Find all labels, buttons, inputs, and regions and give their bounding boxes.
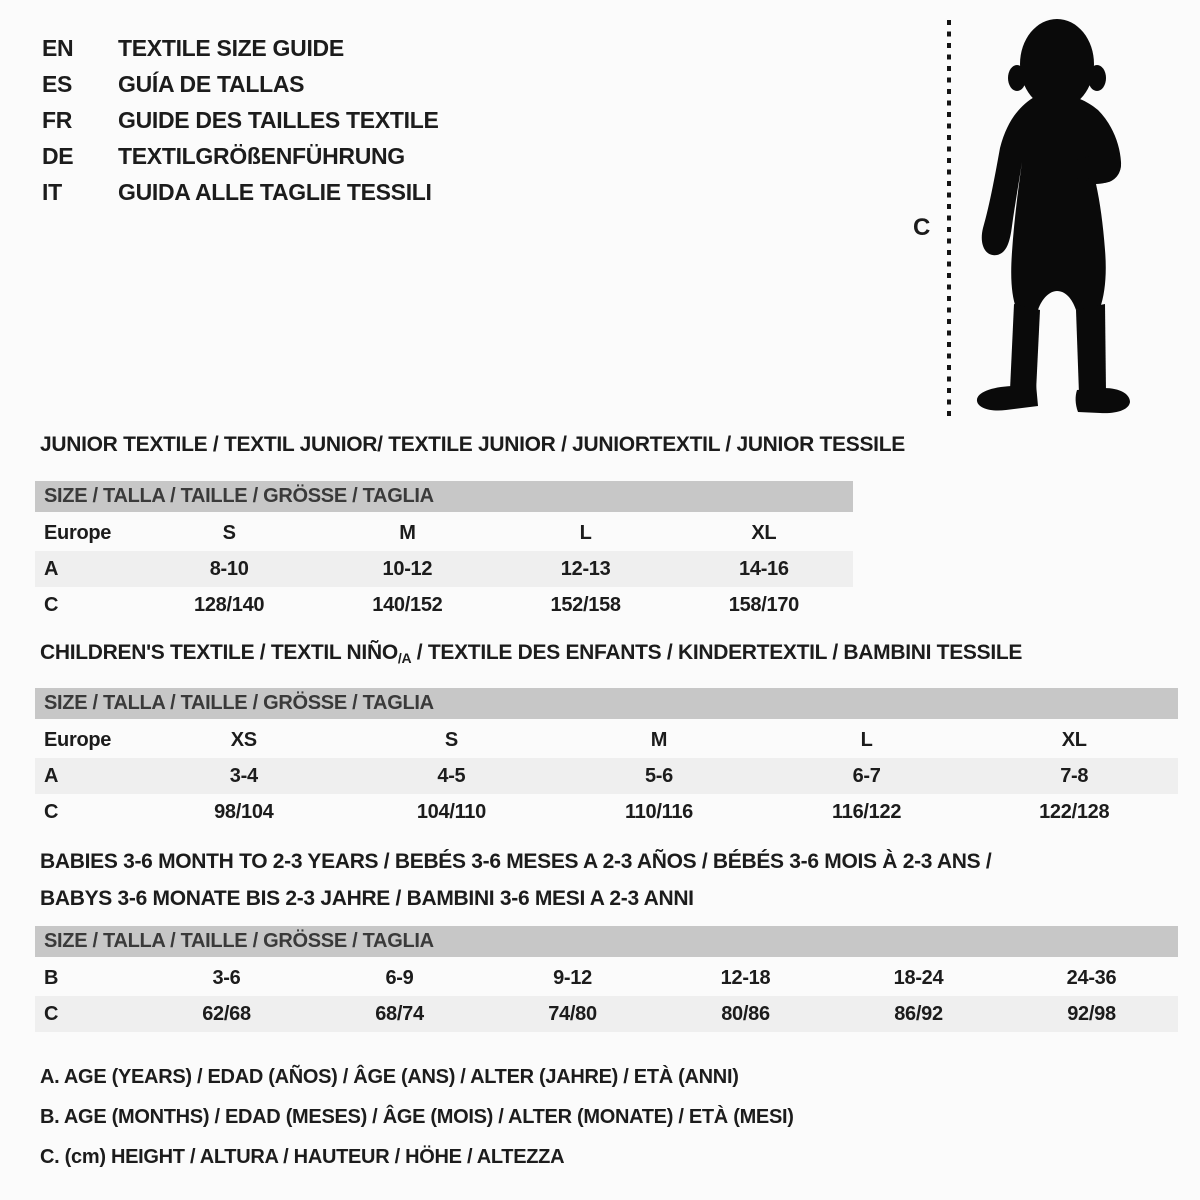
table-row-months	[35, 960, 1178, 996]
value-cell: 12-18	[720, 966, 771, 989]
value-cell: 98/104	[214, 800, 274, 823]
footnote-age-years: A. AGE (YEARS) / EDAD (AÑOS) / ÂGE (ANS) / ALTER (JAHRE) / ETÀ (ANNI)	[40, 1066, 739, 1088]
row-label: C	[44, 800, 59, 823]
row-label: A	[44, 557, 59, 580]
table-row-height	[35, 587, 853, 623]
size-header-band	[35, 481, 853, 512]
footnote-age-months: B. AGE (MONTHS) / EDAD (MESES) / ÂGE (MOIS) / ALTER (MONATE) / ETÀ (MESI)	[40, 1106, 794, 1128]
value-cell: 152/158	[550, 593, 621, 616]
legend-footnotes	[40, 1066, 794, 1186]
size-cell: L	[579, 521, 592, 544]
junior-section-title: JUNIOR TEXTILE / TEXTIL JUNIOR/ TEXTILE JUNIOR / JUNIORTEXTIL / JUNIOR TESSILE	[40, 433, 905, 456]
value-cell: 158/170	[728, 593, 799, 616]
language-row	[42, 102, 439, 138]
guide-title: GUIDE DES TAILLES TEXTILE	[118, 106, 439, 133]
value-cell: 92/98	[1067, 1002, 1116, 1025]
value-cell: 6-7	[852, 764, 881, 787]
size-header-label: SIZE / TALLA / TAILLE / GRÖSSE / TAGLIA	[44, 485, 434, 507]
guide-title: GUIDA ALLE TAGLIE TESSILI	[118, 178, 432, 205]
value-cell: 18-24	[893, 966, 944, 989]
children-size-table	[35, 688, 1178, 830]
babies-section-title	[40, 843, 991, 917]
row-label: Europe	[44, 521, 112, 544]
babies-size-table	[35, 926, 1178, 1032]
children-title-prefix: CHILDREN'S TEXTILE / TEXTIL NIÑO	[40, 641, 398, 664]
table-row-europe	[35, 515, 853, 551]
value-cell: 86/92	[894, 1002, 943, 1025]
value-cell: 104/110	[416, 800, 486, 823]
children-section-title	[40, 641, 1022, 665]
guide-title: TEXTILE SIZE GUIDE	[118, 34, 344, 61]
footnote-height-cm: C. (cm) HEIGHT / ALTURA / HAUTEUR / HÖHE / ALTEZZA	[40, 1146, 565, 1168]
value-cell: 110/116	[624, 800, 693, 823]
value-cell: 24-36	[1066, 966, 1117, 989]
junior-size-table	[35, 481, 853, 623]
size-header-label: SIZE / TALLA / TAILLE / GRÖSSE / TAGLIA	[44, 692, 434, 714]
value-cell: 7-8	[1060, 764, 1089, 787]
value-cell: 3-6	[212, 966, 241, 989]
row-label: C	[44, 1002, 59, 1025]
value-cell: 4-5	[437, 764, 466, 787]
value-cell: 140/152	[372, 593, 443, 616]
row-label: B	[44, 966, 59, 989]
size-cell: S	[222, 521, 236, 544]
size-cell: L	[860, 728, 873, 751]
row-label: A	[44, 764, 59, 787]
size-header-label: SIZE / TALLA / TAILLE / GRÖSSE / TAGLIA	[44, 930, 434, 952]
size-cell: XS	[230, 728, 257, 751]
value-cell: 6-9	[385, 966, 414, 989]
children-title-suffix: / TEXTILE DES ENFANTS / KINDERTEXTIL / BAMBINI TESSILE	[411, 641, 1023, 664]
language-code: ES	[42, 70, 73, 97]
size-cell: XL	[751, 521, 777, 544]
dashed-measure-line-icon	[945, 16, 953, 422]
table-row-europe	[35, 722, 1178, 758]
table-row-age	[35, 758, 1178, 794]
value-cell: 3-4	[229, 764, 258, 787]
value-cell: 128/140	[194, 593, 265, 616]
language-list	[42, 30, 439, 210]
value-cell: 68/74	[375, 1002, 424, 1025]
value-cell: 12-13	[560, 557, 611, 580]
table-row-height	[35, 996, 1178, 1032]
size-cell: M	[399, 521, 416, 544]
language-code: DE	[42, 142, 74, 169]
size-cell: XL	[1061, 728, 1087, 751]
value-cell: 116/122	[832, 800, 902, 823]
value-cell: 14-16	[739, 557, 789, 580]
value-cell: 9-12	[553, 966, 592, 989]
value-cell: 122/128	[1039, 800, 1110, 823]
size-header-band	[35, 688, 1178, 719]
table-row-height	[35, 794, 1178, 830]
row-label: C	[44, 593, 59, 616]
language-code: EN	[42, 34, 74, 61]
value-cell: 10-12	[382, 557, 433, 580]
language-row	[42, 30, 439, 66]
value-cell: 62/68	[202, 1002, 251, 1025]
guide-title: TEXTILGRÖßENFÜHRUNG	[118, 142, 405, 169]
language-row	[42, 174, 439, 210]
size-header-band	[35, 926, 1178, 957]
children-title-sub: /A	[397, 650, 412, 666]
language-row	[42, 66, 439, 102]
language-code: FR	[42, 106, 73, 133]
row-label: Europe	[44, 728, 112, 751]
language-code: IT	[42, 178, 62, 205]
babies-title-line1: BABIES 3-6 MONTH TO 2-3 YEARS / BEBÉS 3-6 MESES A 2-3 AÑOS / BÉBÉS 3-6 MOIS À 2-3 ANS /	[40, 850, 992, 873]
height-measure-label: C	[913, 214, 931, 241]
guide-title: GUÍA DE TALLAS	[118, 70, 305, 97]
language-row	[42, 138, 439, 174]
table-row-age	[35, 551, 853, 587]
value-cell: 80/86	[721, 1002, 770, 1025]
value-cell: 74/80	[548, 1002, 597, 1025]
toddler-silhouette-icon	[972, 12, 1142, 420]
value-cell: 8-10	[209, 557, 249, 580]
size-cell: S	[444, 728, 458, 751]
value-cell: 5-6	[644, 764, 673, 787]
size-cell: M	[650, 728, 668, 751]
babies-title-line2: BABYS 3-6 MONATE BIS 2-3 JAHRE / BAMBINI 3-6 MESI A 2-3 ANNI	[40, 887, 694, 910]
